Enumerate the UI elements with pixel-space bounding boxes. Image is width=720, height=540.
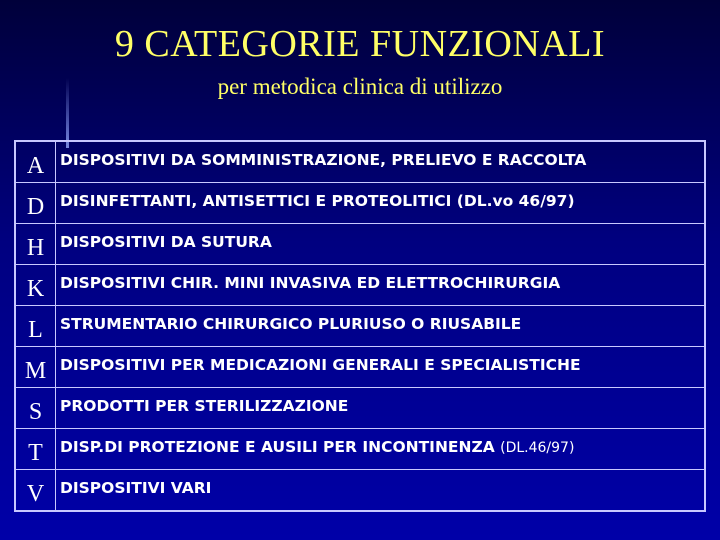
category-text [60, 388, 698, 424]
category-text [60, 306, 698, 342]
category-label: DISPOSITIVI VARI [60, 479, 212, 497]
category-letter: S [16, 388, 56, 429]
category-text [60, 347, 698, 383]
page-title: 9 CATEGORIE FUNZIONALI [114, 23, 606, 65]
category-letter: A [16, 142, 56, 183]
category-text [60, 224, 698, 260]
category-label: DISPOSITIVI CHIR. MINI INVASIVA ED ELETTROCHIRURGIA [60, 274, 561, 292]
category-label: DISINFETTANTI, ANTISETTICI E PROTEOLITICI (DL.vo 46/97) [60, 192, 575, 210]
category-letter: M [16, 347, 56, 388]
category-letter: L [16, 306, 56, 347]
categories-table [14, 140, 706, 512]
category-note: (DL.46/97) [500, 440, 575, 456]
page-subtitle: per metodica clinica di utilizzo [217, 74, 503, 99]
category-row [16, 429, 704, 470]
category-letter: V [16, 470, 56, 511]
category-row [16, 224, 704, 265]
category-text [60, 470, 698, 506]
category-label: STRUMENTARIO CHIRURGICO PLURIUSO O RIUSABILE [60, 315, 522, 333]
category-letter: H [16, 224, 56, 265]
category-text [60, 265, 698, 301]
category-row [16, 265, 704, 306]
category-row [16, 306, 704, 347]
category-text [60, 429, 698, 466]
category-label: DISPOSITIVI PER MEDICAZIONI GENERALI E SPECIALISTICHE [60, 356, 581, 374]
category-row [16, 470, 704, 511]
category-row [16, 388, 704, 429]
category-text [60, 142, 698, 178]
category-label: DISPOSITIVI DA SOMMINISTRAZIONE, PRELIEVO E RACCOLTA [60, 151, 587, 169]
category-label: DISPOSITIVI DA SUTURA [60, 233, 272, 251]
category-row [16, 347, 704, 388]
category-text [60, 183, 698, 219]
category-letter: T [16, 429, 56, 470]
category-letter: D [16, 183, 56, 224]
category-letter: K [16, 265, 56, 306]
category-row [16, 142, 704, 183]
category-label: DISP.DI PROTEZIONE E AUSILI PER INCONTINENZA [60, 438, 495, 456]
category-label: PRODOTTI PER STERILIZZAZIONE [60, 397, 349, 415]
category-row [16, 183, 704, 224]
